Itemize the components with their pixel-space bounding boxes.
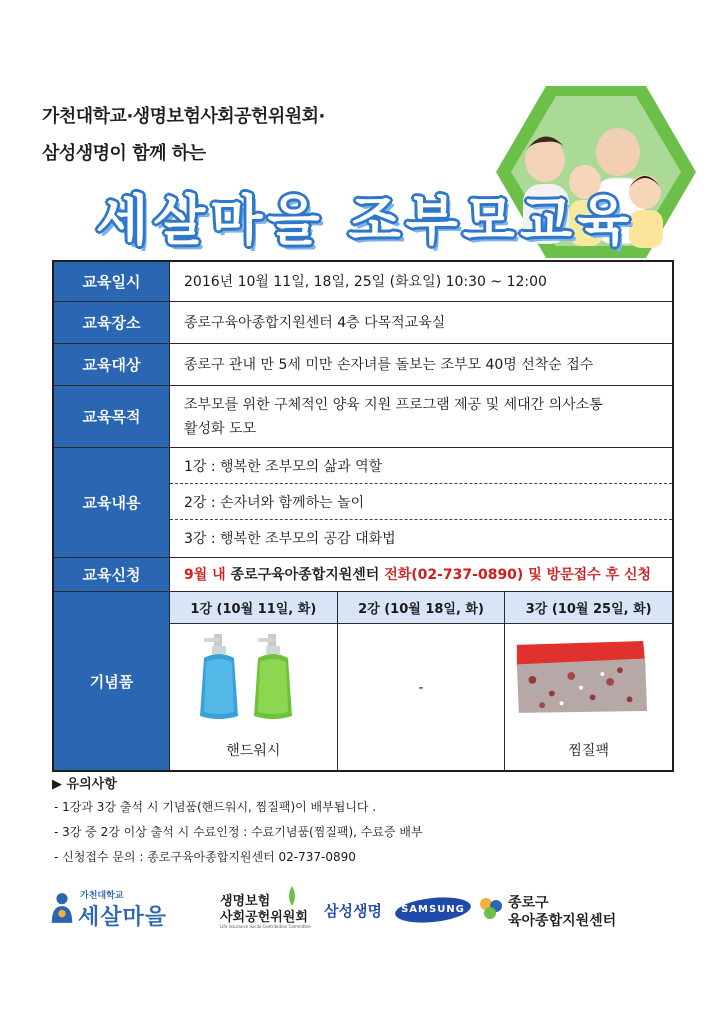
header-line-2: 삼성생명이 함께 하는 <box>42 143 206 164</box>
content-item: 2강 : 손자녀와 함께하는 놀이 <box>170 484 672 520</box>
gift-name-3: 찜질팩 <box>568 743 609 759</box>
purpose-line-2: 활성화 도모 <box>184 420 257 437</box>
value-target: 종로구 관내 만 5세 미만 손자녀를 돌보는 조부모 40명 선착순 접수 <box>184 356 594 373</box>
note-item: - 3강 중 2강 이상 출석 시 수료인정 : 수료기념품(찜질팩), 수료증 배부 <box>54 825 423 839</box>
gift-head-3: 3강 (10월 25일, 화) <box>505 592 672 624</box>
row-apply <box>54 558 672 592</box>
gift-name-1: 핸드워시 <box>226 743 281 759</box>
insurance-top: 생명보험 <box>220 894 271 909</box>
samsung-life-logo: 삼성생명 <box>324 902 382 920</box>
jongno-logo <box>476 890 676 934</box>
label-content: 교육내용 <box>54 448 170 557</box>
label-apply: 교육신청 <box>54 558 170 591</box>
value-purpose <box>170 386 672 447</box>
apply-period: 9월 내 <box>184 566 226 583</box>
notes-title: ▶ 유의사항 <box>52 777 117 792</box>
gift-name-2: - <box>418 680 424 696</box>
samsung-logo <box>394 896 472 924</box>
logo-bar <box>40 880 680 940</box>
row-place <box>54 302 672 344</box>
header-line-1: 가천대학교·생명보험사회공헌위원회· <box>42 106 325 127</box>
label-target: 교육대상 <box>54 344 170 385</box>
note-item: - 신청접수 문의 : 종로구육아종합지원센터 02-737-0890 <box>54 850 356 864</box>
insurance-tiny: Life Insurance Social Contribution Committee <box>220 924 311 929</box>
apply-contact: 전화(02-737-0890) 및 방문접수 후 신청 <box>384 566 652 583</box>
notes <box>52 773 672 873</box>
heatpack-image <box>513 636 649 716</box>
label-place: 교육장소 <box>54 302 170 343</box>
label-purpose: 교육목적 <box>54 386 170 447</box>
gift-head-2: 2강 (10월 18일, 화) <box>338 592 505 624</box>
gift-grid <box>170 592 672 770</box>
main-title: 세살마을 조부모교육 <box>96 189 635 252</box>
gift-body-3 <box>505 624 672 770</box>
gift-head-1: 1강 (10월 11일, 화) <box>170 592 337 624</box>
content-list <box>170 448 672 557</box>
handwash-image <box>194 632 314 722</box>
note-item: - 1강과 3강 출석 시 기념품(핸드워시, 찜질팩)이 배부됩니다 . <box>54 800 377 814</box>
purpose-line-1: 조부모를 위한 구체적인 양육 지원 프로그램 제공 및 세대간 의사소통 <box>184 396 603 413</box>
gift-body-1 <box>170 624 337 770</box>
jongno-swirl-icon <box>478 896 504 920</box>
row-date <box>54 262 672 302</box>
value-date: 2016년 10월 11일, 18일, 25일 (화요일) 10:30 ~ 12:00 <box>184 273 547 290</box>
sesal-mascot-icon <box>48 890 76 926</box>
content-item: 1강 : 행복한 조부모의 삶과 역할 <box>170 448 672 484</box>
value-place: 종로구육아종합지원센터 4층 다목적교육실 <box>184 314 446 331</box>
insurance-logo <box>216 886 326 936</box>
label-gift: 기념품 <box>54 592 170 770</box>
label-date: 교육일시 <box>54 262 170 301</box>
sesal-sub: 가천대학교 <box>80 891 124 901</box>
gift-col-2 <box>338 592 506 770</box>
leaf-icon <box>286 886 298 906</box>
row-content <box>54 448 672 558</box>
gift-col-1 <box>170 592 338 770</box>
apply-center: 종로구육아종합지원센터 <box>225 566 385 583</box>
gift-body-2 <box>338 624 505 770</box>
sesal-logo <box>40 888 210 934</box>
info-table <box>52 260 674 772</box>
jongno-top: 종로구 <box>508 895 549 911</box>
gift-col-3 <box>505 592 672 770</box>
value-apply <box>170 558 672 591</box>
samsung-text: SAMSUNG <box>401 904 465 915</box>
row-purpose <box>54 386 672 448</box>
content-item: 3강 : 행복한 조부모의 공감 대화법 <box>184 531 396 547</box>
row-gift <box>54 592 672 770</box>
sesal-main: 세살마을 <box>78 905 168 930</box>
row-target <box>54 344 672 386</box>
jongno-bottom: 육아종합지원센터 <box>508 913 617 929</box>
insurance-bottom: 사회공헌위원회 <box>220 910 308 925</box>
